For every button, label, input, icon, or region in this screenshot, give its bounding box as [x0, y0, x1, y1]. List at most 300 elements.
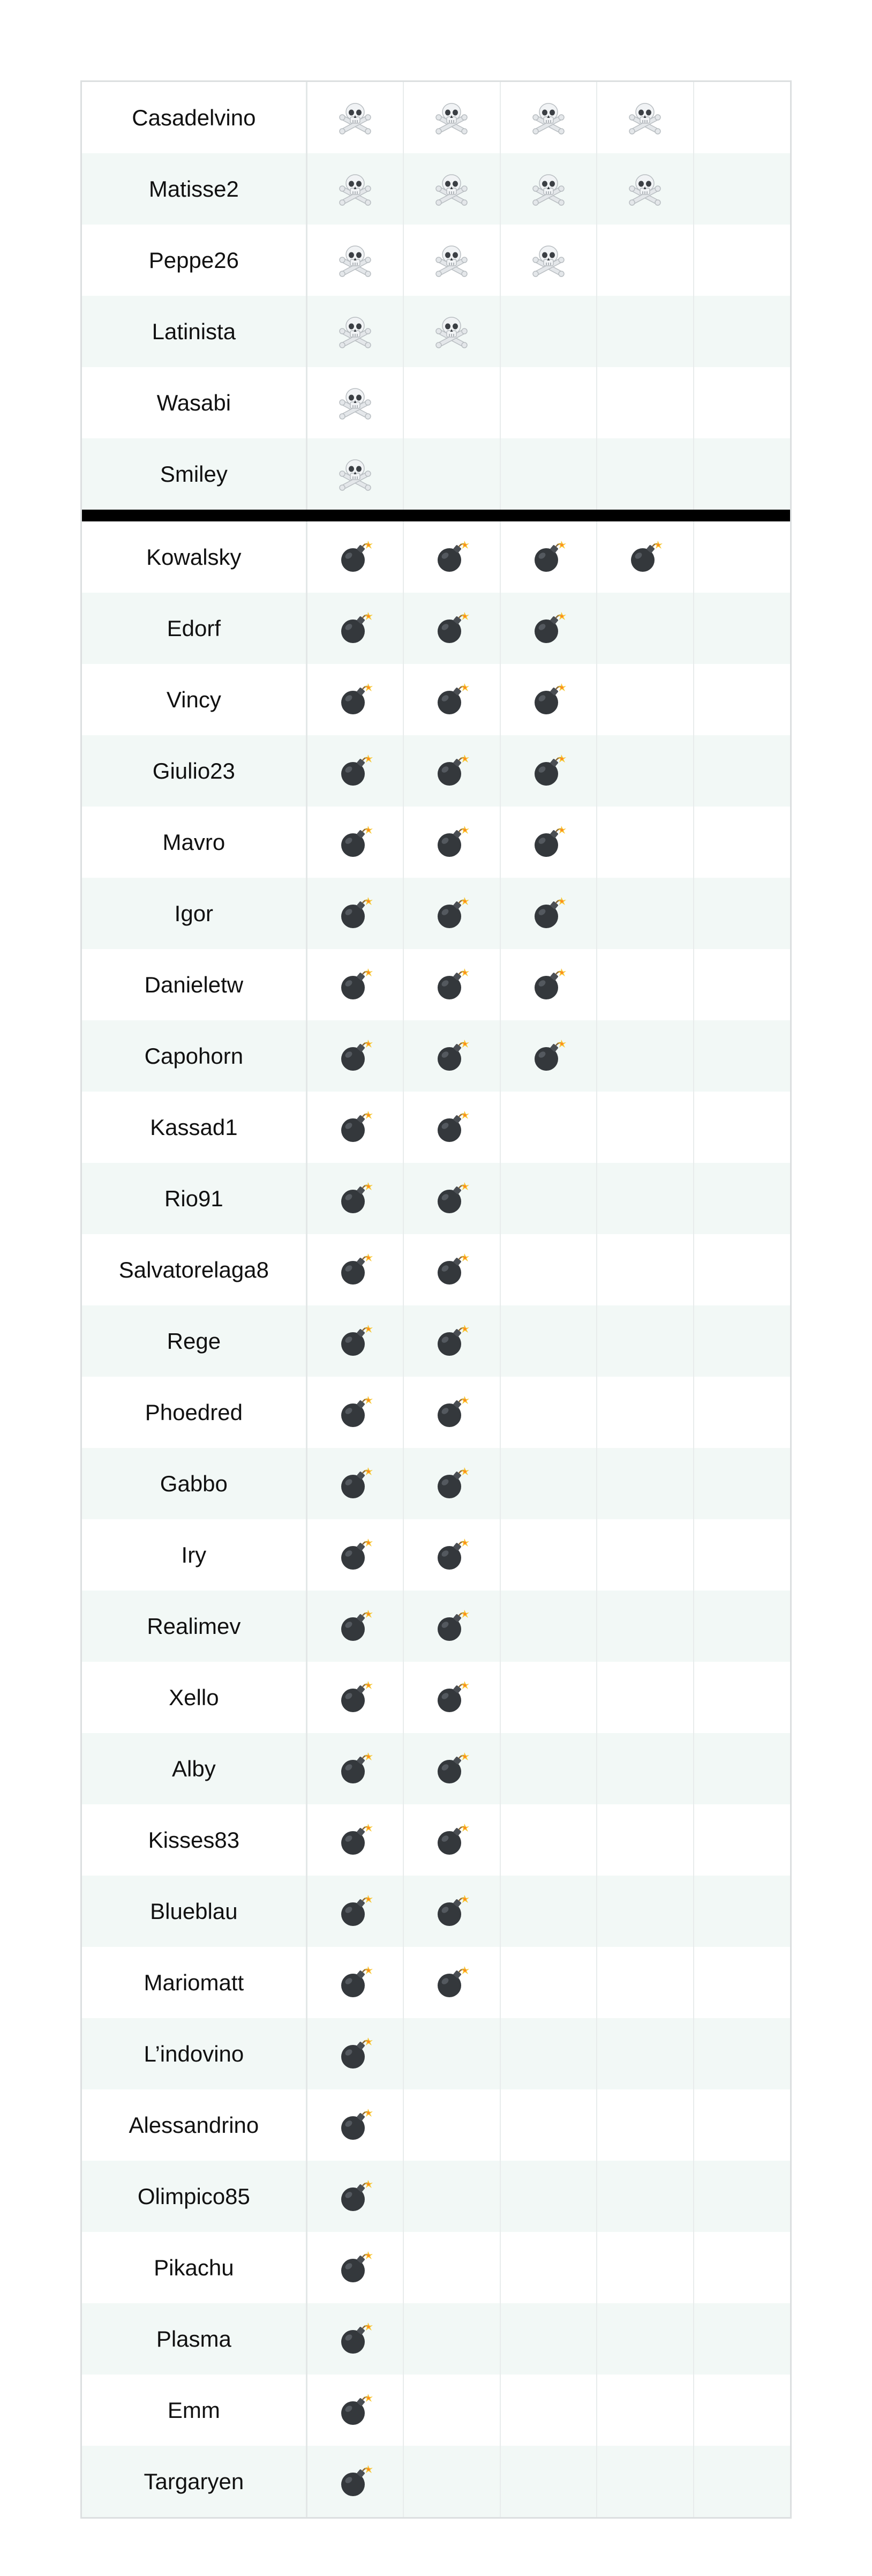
mark-cell	[307, 807, 404, 878]
skull-and-crossbones-icon	[337, 100, 373, 136]
player-name: Alby	[82, 1733, 307, 1804]
mark-cell	[597, 878, 694, 949]
mark-cell	[694, 1092, 790, 1163]
bomb-icon	[434, 540, 469, 575]
mark-cell	[597, 1163, 694, 1234]
bomb-icon	[337, 682, 373, 718]
table-row	[82, 521, 790, 593]
mark-cell	[404, 1947, 500, 2018]
mark-cell	[694, 225, 790, 296]
mark-cell	[404, 2161, 500, 2232]
player-name: Edorf	[82, 593, 307, 664]
mark-cell	[597, 1876, 694, 1947]
bomb-icon	[434, 1680, 469, 1715]
mark-cell	[597, 2303, 694, 2375]
bomb-icon	[337, 1965, 373, 2000]
table-row	[82, 1662, 790, 1733]
mark-cell	[501, 1305, 597, 1377]
mark-cell	[307, 367, 404, 438]
mark-cell	[694, 1662, 790, 1733]
mark-cell	[307, 2232, 404, 2303]
mark-cell	[404, 1092, 500, 1163]
bomb-icon	[434, 1965, 469, 2000]
skull-and-crossbones-icon	[434, 314, 469, 349]
mark-cell	[694, 153, 790, 225]
table-row	[82, 153, 790, 225]
mark-cell	[307, 1305, 404, 1377]
mark-cell	[404, 1163, 500, 1234]
mark-cell	[307, 2375, 404, 2446]
mark-cell	[597, 1377, 694, 1448]
bomb-icon	[337, 2179, 373, 2214]
mark-cell	[501, 225, 597, 296]
table-row	[82, 878, 790, 949]
bomb-icon	[434, 1324, 469, 1359]
mark-cell	[501, 296, 597, 367]
mark-cell	[307, 1947, 404, 2018]
mark-cell	[404, 82, 500, 153]
mark-cell	[307, 878, 404, 949]
mark-cell	[404, 2303, 500, 2375]
mark-cell	[597, 664, 694, 735]
table-row	[82, 1020, 790, 1092]
skull-and-crossbones-icon	[337, 385, 373, 421]
mark-cell	[404, 1305, 500, 1377]
mark-cell	[501, 1092, 597, 1163]
mark-cell	[694, 2375, 790, 2446]
table-row	[82, 664, 790, 735]
player-name: Giulio23	[82, 735, 307, 807]
mark-cell	[501, 1234, 597, 1305]
player-name: Vincy	[82, 664, 307, 735]
mark-cell	[307, 1377, 404, 1448]
mark-cell	[597, 2446, 694, 2517]
mark-cell	[694, 82, 790, 153]
mark-cell	[404, 664, 500, 735]
mark-cell	[694, 1305, 790, 1377]
bomb-icon	[337, 540, 373, 575]
mark-cell	[307, 664, 404, 735]
mark-cell	[501, 2161, 597, 2232]
mark-cell	[597, 1662, 694, 1733]
mark-cell	[694, 949, 790, 1020]
mark-cell	[404, 296, 500, 367]
mark-cell	[307, 438, 404, 510]
skull-and-crossbones-icon	[337, 171, 373, 207]
bomb-icon	[434, 1395, 469, 1430]
player-name: Danieletw	[82, 949, 307, 1020]
mark-cell	[694, 664, 790, 735]
skull-and-crossbones-icon	[337, 314, 373, 349]
mark-cell	[501, 521, 597, 593]
mark-cell	[501, 664, 597, 735]
skull-and-crossbones-icon	[627, 171, 663, 207]
bomb-icon	[337, 753, 373, 789]
mark-cell	[404, 1876, 500, 1947]
mark-cell	[501, 2018, 597, 2089]
mark-cell	[597, 1092, 694, 1163]
mark-cell	[501, 2089, 597, 2161]
table-row	[82, 1591, 790, 1662]
mark-cell	[307, 1163, 404, 1234]
bomb-icon	[434, 682, 469, 718]
player-name: Rege	[82, 1305, 307, 1377]
player-name: Matisse2	[82, 153, 307, 225]
mark-cell	[694, 1519, 790, 1591]
mark-cell	[694, 438, 790, 510]
player-name: Rio91	[82, 1163, 307, 1234]
table-row	[82, 807, 790, 878]
bomb-icon	[531, 1039, 566, 1074]
mark-cell	[597, 593, 694, 664]
mark-cell	[404, 2375, 500, 2446]
bomb-icon	[434, 967, 469, 1003]
table-row	[82, 296, 790, 367]
table-row	[82, 1234, 790, 1305]
table-row	[82, 82, 790, 153]
mark-cell	[307, 2018, 404, 2089]
mark-cell	[404, 2232, 500, 2303]
mark-cell	[307, 1234, 404, 1305]
skull-and-crossbones-icon	[434, 171, 469, 207]
table-row	[82, 2303, 790, 2375]
mark-cell	[501, 2446, 597, 2517]
mark-cell	[307, 1876, 404, 1947]
bomb-icon	[337, 2464, 373, 2499]
bomb-icon	[337, 1609, 373, 1644]
mark-cell	[694, 2303, 790, 2375]
mark-cell	[501, 1519, 597, 1591]
player-table	[80, 80, 792, 2519]
mark-cell	[501, 1448, 597, 1519]
mark-cell	[501, 1733, 597, 1804]
table-row	[82, 1448, 790, 1519]
bomb-icon	[531, 896, 566, 931]
player-name: Mariomatt	[82, 1947, 307, 2018]
table-row	[82, 1092, 790, 1163]
table-row	[82, 2161, 790, 2232]
mark-cell	[694, 2161, 790, 2232]
mark-cell	[307, 735, 404, 807]
table-row	[82, 1733, 790, 1804]
player-name: Xello	[82, 1662, 307, 1733]
player-name: Alessandrino	[82, 2089, 307, 2161]
player-name: Kowalsky	[82, 521, 307, 593]
bomb-icon	[337, 2393, 373, 2428]
mark-cell	[694, 1163, 790, 1234]
mark-cell	[404, 2089, 500, 2161]
bomb-icon	[337, 2108, 373, 2143]
mark-cell	[404, 1591, 500, 1662]
bomb-icon	[337, 967, 373, 1003]
bomb-icon	[337, 1680, 373, 1715]
mark-cell	[597, 521, 694, 593]
mark-cell	[404, 1733, 500, 1804]
mark-cell	[694, 2089, 790, 2161]
table-row	[82, 2446, 790, 2517]
mark-cell	[694, 2232, 790, 2303]
mark-cell	[307, 1020, 404, 1092]
mark-cell	[694, 1947, 790, 2018]
mark-cell	[307, 1448, 404, 1519]
mark-cell	[501, 2375, 597, 2446]
mark-cell	[307, 949, 404, 1020]
bomb-icon	[337, 825, 373, 860]
bomb-icon	[337, 611, 373, 646]
mark-cell	[597, 1947, 694, 2018]
mark-cell	[501, 1876, 597, 1947]
mark-cell	[597, 1448, 694, 1519]
mark-cell	[597, 153, 694, 225]
table-row	[82, 225, 790, 296]
bomb-icon	[434, 825, 469, 860]
mark-cell	[501, 735, 597, 807]
player-name: Latinista	[82, 296, 307, 367]
mark-cell	[597, 949, 694, 1020]
mark-cell	[404, 1234, 500, 1305]
bomb-icon	[337, 1537, 373, 1573]
mark-cell	[404, 807, 500, 878]
mark-cell	[597, 2018, 694, 2089]
mark-cell	[307, 2089, 404, 2161]
mark-cell	[307, 1092, 404, 1163]
table-row	[82, 1519, 790, 1591]
player-name: Salvatorelaga8	[82, 1234, 307, 1305]
player-name: Capohorn	[82, 1020, 307, 1092]
player-name: L’indovino	[82, 2018, 307, 2089]
mark-cell	[597, 2161, 694, 2232]
mark-cell	[694, 1020, 790, 1092]
table-row	[82, 438, 790, 510]
bomb-icon	[337, 1395, 373, 1430]
mark-cell	[501, 1947, 597, 2018]
bomb-icon	[434, 1466, 469, 1502]
mark-cell	[597, 296, 694, 367]
mark-cell	[694, 1234, 790, 1305]
player-name: Phoedred	[82, 1377, 307, 1448]
section-divider	[82, 510, 790, 521]
mark-cell	[501, 153, 597, 225]
mark-cell	[404, 1662, 500, 1733]
mark-cell	[404, 2446, 500, 2517]
bomb-icon	[337, 1823, 373, 1858]
player-name: Mavro	[82, 807, 307, 878]
mark-cell	[404, 367, 500, 438]
mark-cell	[307, 2446, 404, 2517]
mark-cell	[597, 1591, 694, 1662]
bomb-icon	[337, 2036, 373, 2072]
mark-cell	[501, 367, 597, 438]
mark-cell	[597, 225, 694, 296]
player-name: Casadelvino	[82, 82, 307, 153]
mark-cell	[694, 1591, 790, 1662]
skull-and-crossbones-icon	[531, 243, 566, 278]
mark-cell	[404, 1519, 500, 1591]
skull-and-crossbones-icon	[337, 457, 373, 492]
player-name: Olimpico85	[82, 2161, 307, 2232]
bomb-icon	[531, 611, 566, 646]
mark-cell	[694, 593, 790, 664]
mark-cell	[501, 438, 597, 510]
mark-cell	[307, 1591, 404, 1662]
mark-cell	[694, 1876, 790, 1947]
mark-cell	[307, 1804, 404, 1876]
player-name: Emm	[82, 2375, 307, 2446]
mark-cell	[307, 82, 404, 153]
table-row	[82, 2232, 790, 2303]
mark-cell	[404, 735, 500, 807]
mark-cell	[501, 949, 597, 1020]
player-name: Peppe26	[82, 225, 307, 296]
bomb-icon	[434, 1537, 469, 1573]
mark-cell	[501, 1377, 597, 1448]
mark-cell	[694, 1733, 790, 1804]
bomb-icon	[337, 2250, 373, 2286]
table-row	[82, 2018, 790, 2089]
mark-cell	[597, 2375, 694, 2446]
player-name: Pikachu	[82, 2232, 307, 2303]
mark-cell	[404, 2018, 500, 2089]
player-name: Gabbo	[82, 1448, 307, 1519]
mark-cell	[694, 521, 790, 593]
skull-and-crossbones-icon	[337, 243, 373, 278]
bomb-icon	[531, 967, 566, 1003]
table-row	[82, 593, 790, 664]
mark-cell	[404, 949, 500, 1020]
table-row	[82, 2089, 790, 2161]
bomb-icon	[531, 540, 566, 575]
player-name: Targaryen	[82, 2446, 307, 2517]
bomb-icon	[434, 611, 469, 646]
mark-cell	[404, 225, 500, 296]
table-row	[82, 1377, 790, 1448]
mark-cell	[404, 593, 500, 664]
mark-cell	[597, 1234, 694, 1305]
table-row	[82, 949, 790, 1020]
mark-cell	[694, 296, 790, 367]
mark-cell	[597, 1733, 694, 1804]
mark-cell	[694, 1448, 790, 1519]
mark-cell	[307, 1733, 404, 1804]
mark-cell	[694, 2446, 790, 2517]
player-name: Realimev	[82, 1591, 307, 1662]
player-name: Wasabi	[82, 367, 307, 438]
bomb-icon	[434, 1039, 469, 1074]
skull-and-crossbones-icon	[627, 100, 663, 136]
bomb-icon	[337, 1181, 373, 1216]
mark-cell	[694, 1377, 790, 1448]
player-name: Plasma	[82, 2303, 307, 2375]
mark-cell	[501, 2232, 597, 2303]
bomb-icon	[434, 1823, 469, 1858]
mark-cell	[597, 807, 694, 878]
mark-cell	[404, 1377, 500, 1448]
mark-cell	[307, 521, 404, 593]
bomb-icon	[531, 753, 566, 789]
table-row	[82, 735, 790, 807]
bomb-icon	[531, 825, 566, 860]
bomb-icon	[337, 1751, 373, 1787]
table-row	[82, 1163, 790, 1234]
mark-cell	[404, 1804, 500, 1876]
table-row	[82, 1947, 790, 2018]
bomb-icon	[434, 896, 469, 931]
mark-cell	[597, 367, 694, 438]
player-name: Kisses83	[82, 1804, 307, 1876]
bomb-icon	[434, 1894, 469, 1929]
mark-cell	[307, 153, 404, 225]
mark-cell	[404, 1448, 500, 1519]
skull-and-crossbones-icon	[434, 100, 469, 136]
mark-cell	[597, 1305, 694, 1377]
mark-cell	[404, 521, 500, 593]
player-name: Smiley	[82, 438, 307, 510]
mark-cell	[694, 807, 790, 878]
mark-cell	[597, 1519, 694, 1591]
mark-cell	[501, 1163, 597, 1234]
mark-cell	[501, 82, 597, 153]
mark-cell	[597, 735, 694, 807]
bomb-icon	[337, 896, 373, 931]
bomb-icon	[434, 1609, 469, 1644]
mark-cell	[694, 1804, 790, 1876]
mark-cell	[501, 1804, 597, 1876]
mark-cell	[307, 296, 404, 367]
mark-cell	[307, 225, 404, 296]
bomb-icon	[337, 1110, 373, 1145]
table-row	[82, 2375, 790, 2446]
mark-cell	[694, 367, 790, 438]
mark-cell	[597, 82, 694, 153]
bomb-icon	[434, 1181, 469, 1216]
mark-cell	[501, 1591, 597, 1662]
mark-cell	[597, 1804, 694, 1876]
bomb-icon	[531, 682, 566, 718]
table-row	[82, 1876, 790, 1947]
bomb-icon	[337, 1894, 373, 1929]
mark-cell	[404, 1020, 500, 1092]
mark-cell	[307, 2303, 404, 2375]
mark-cell	[404, 878, 500, 949]
mark-cell	[307, 2161, 404, 2232]
table-row	[82, 1305, 790, 1377]
mark-cell	[694, 2018, 790, 2089]
mark-cell	[307, 1662, 404, 1733]
player-name: Iry	[82, 1519, 307, 1591]
mark-cell	[307, 593, 404, 664]
mark-cell	[501, 878, 597, 949]
mark-cell	[597, 2089, 694, 2161]
mark-cell	[404, 438, 500, 510]
mark-cell	[597, 2232, 694, 2303]
mark-cell	[501, 2303, 597, 2375]
mark-cell	[501, 1020, 597, 1092]
table-row	[82, 367, 790, 438]
bomb-icon	[337, 1324, 373, 1359]
skull-and-crossbones-icon	[434, 243, 469, 278]
mark-cell	[501, 593, 597, 664]
mark-cell	[307, 1519, 404, 1591]
mark-cell	[694, 735, 790, 807]
mark-cell	[597, 1020, 694, 1092]
mark-cell	[597, 438, 694, 510]
bomb-icon	[434, 1751, 469, 1787]
mark-cell	[694, 878, 790, 949]
mark-cell	[404, 153, 500, 225]
player-name: Kassad1	[82, 1092, 307, 1163]
skull-and-crossbones-icon	[531, 100, 566, 136]
player-name: Igor	[82, 878, 307, 949]
